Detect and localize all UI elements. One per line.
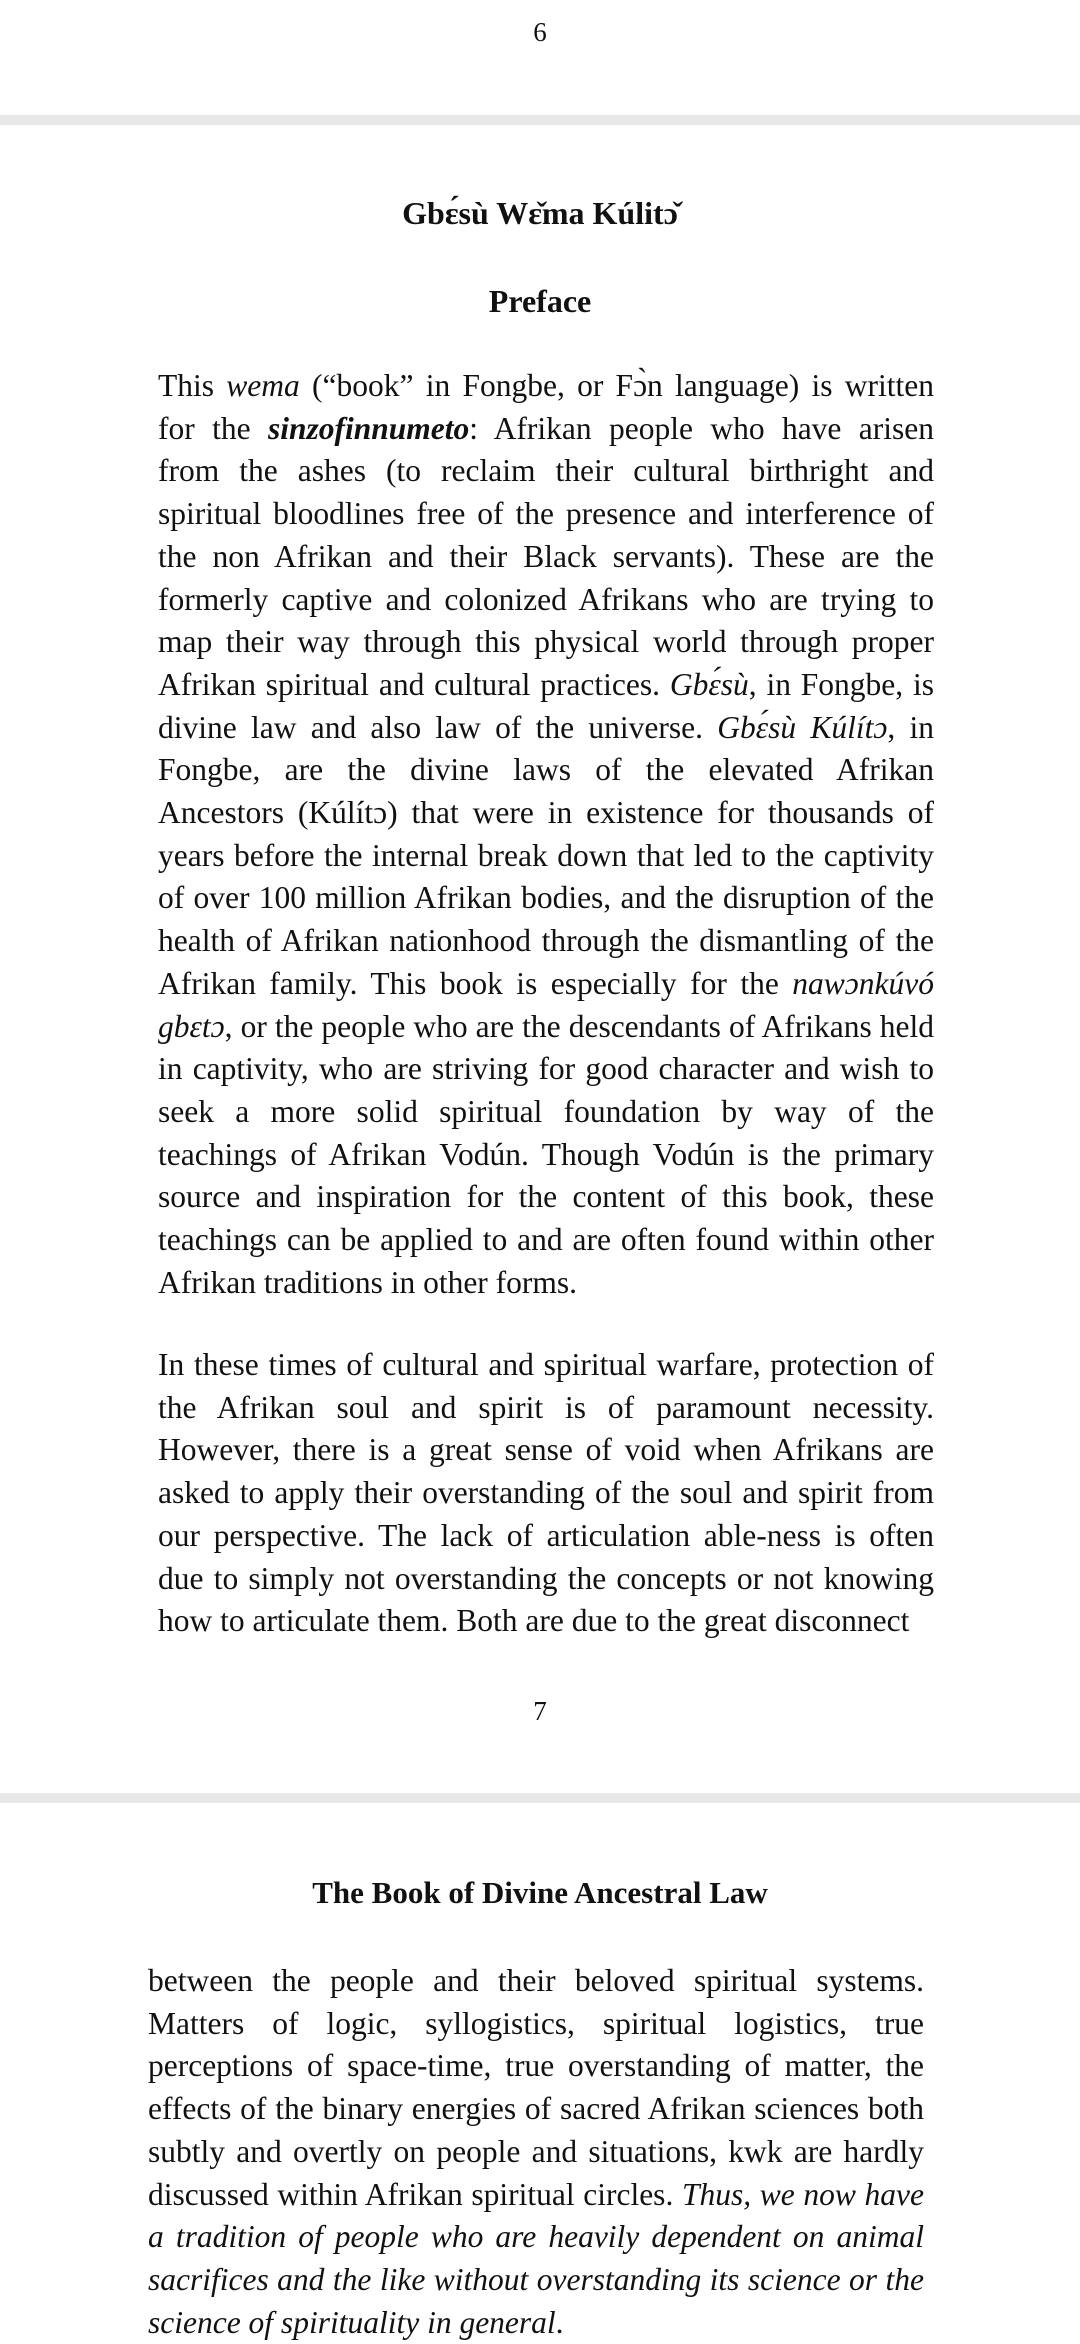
text-run: , in Fongbe, are the divine laws of the elevated Afrikan Ancestors (Kúlítɔ) that were in existence for thousands of years before the internal break down that led to the captivity of over 100 million Afrikan bodies, and the disruption of the health of Afrikan nationhood through the dismantling of the Afrikan family. This book is especially for the <box>158 709 934 1001</box>
text-run: between the people and their beloved spiritual systems. Matters of logic, syllogistics, spiritual logistics, true perceptions of space-time, true overstanding of matter, the effects of the binary energies of sacred Afrikan sciences both subtly and overtly on people and situations, kwk are hardly discussed within Afrikan spiritual circles. <box>148 1963 924 2212</box>
page-separator <box>0 1793 1080 1803</box>
italic-term: nawɔnkúvó gbɛtɔ <box>158 965 934 1044</box>
text-run: This <box>158 368 227 403</box>
text-run: . <box>555 2304 564 2340</box>
section-heading-preface: Preface <box>488 283 592 319</box>
text-run: , in Fongbe, is divine law and also law of the universe. <box>158 666 934 745</box>
preface-paragraph-2: In these times of cultural and spiritual warfare, protection of the Afrikan soul and spirit is of paramount necessity. However, there is a great sense of void when Afrikans are asked to apply their overstanding of the soul and spirit from our perspective. The lack of articulation able-ness is often due to simply not overstanding the concepts or not knowing how to articulate them. Both are due to the great disconnect <box>158 1347 934 1639</box>
page-number-7: 7 <box>533 1696 547 1726</box>
text-run: : Afrikan people who have arisen from the ashes (to reclaim their cultural birthright and spiritual bloodlines free of the presence and interference of the non Afrikan and their Black servants). These are the formerly captive and colonized Afrikans who are trying to map their way through this physical world through proper Afrikan spiritual and cultural practices. <box>158 410 934 702</box>
page-separator <box>0 115 1080 125</box>
page-number-6: 6 <box>533 17 547 47</box>
bold-italic-term <box>268 411 469 446</box>
body-paragraph <box>148 1960 924 2344</box>
italic-term: Thus, we now have a tradition of people who are heavily dependent on animal sacrifices and the like without overstanding its science or the science of spirituality in general <box>148 2176 924 2340</box>
text-run: (“book” in Fongbe, or Fɔ̀n language) is written for the <box>158 368 934 446</box>
running-head: The Book of Divine Ancestral Law <box>312 1875 768 1910</box>
text-run: , or the people who are the descendants of Afrikans held in captivity, who are striving for good character and wish to seek a more solid spiritual foundation by way of the teachings of Afrikan Vodún. Though Vodún is the primary source and inspiration for the content of this book, these teachings can be applied to and are often found within other Afrikan traditions in other forms. <box>158 1008 934 1300</box>
italic-term: Gbɛ́sù Kúlítɔ <box>717 709 888 745</box>
book-title: Gbɛ́sù Wɛ̌ma Kúlitɔ̌ <box>402 195 678 231</box>
preface-paragraph-1 <box>158 365 934 1304</box>
italic-term: Gbɛ́sù <box>669 666 749 702</box>
bold-italic-term-text: sinzofinnumeto <box>267 410 470 446</box>
italic-term: wema <box>226 368 300 403</box>
